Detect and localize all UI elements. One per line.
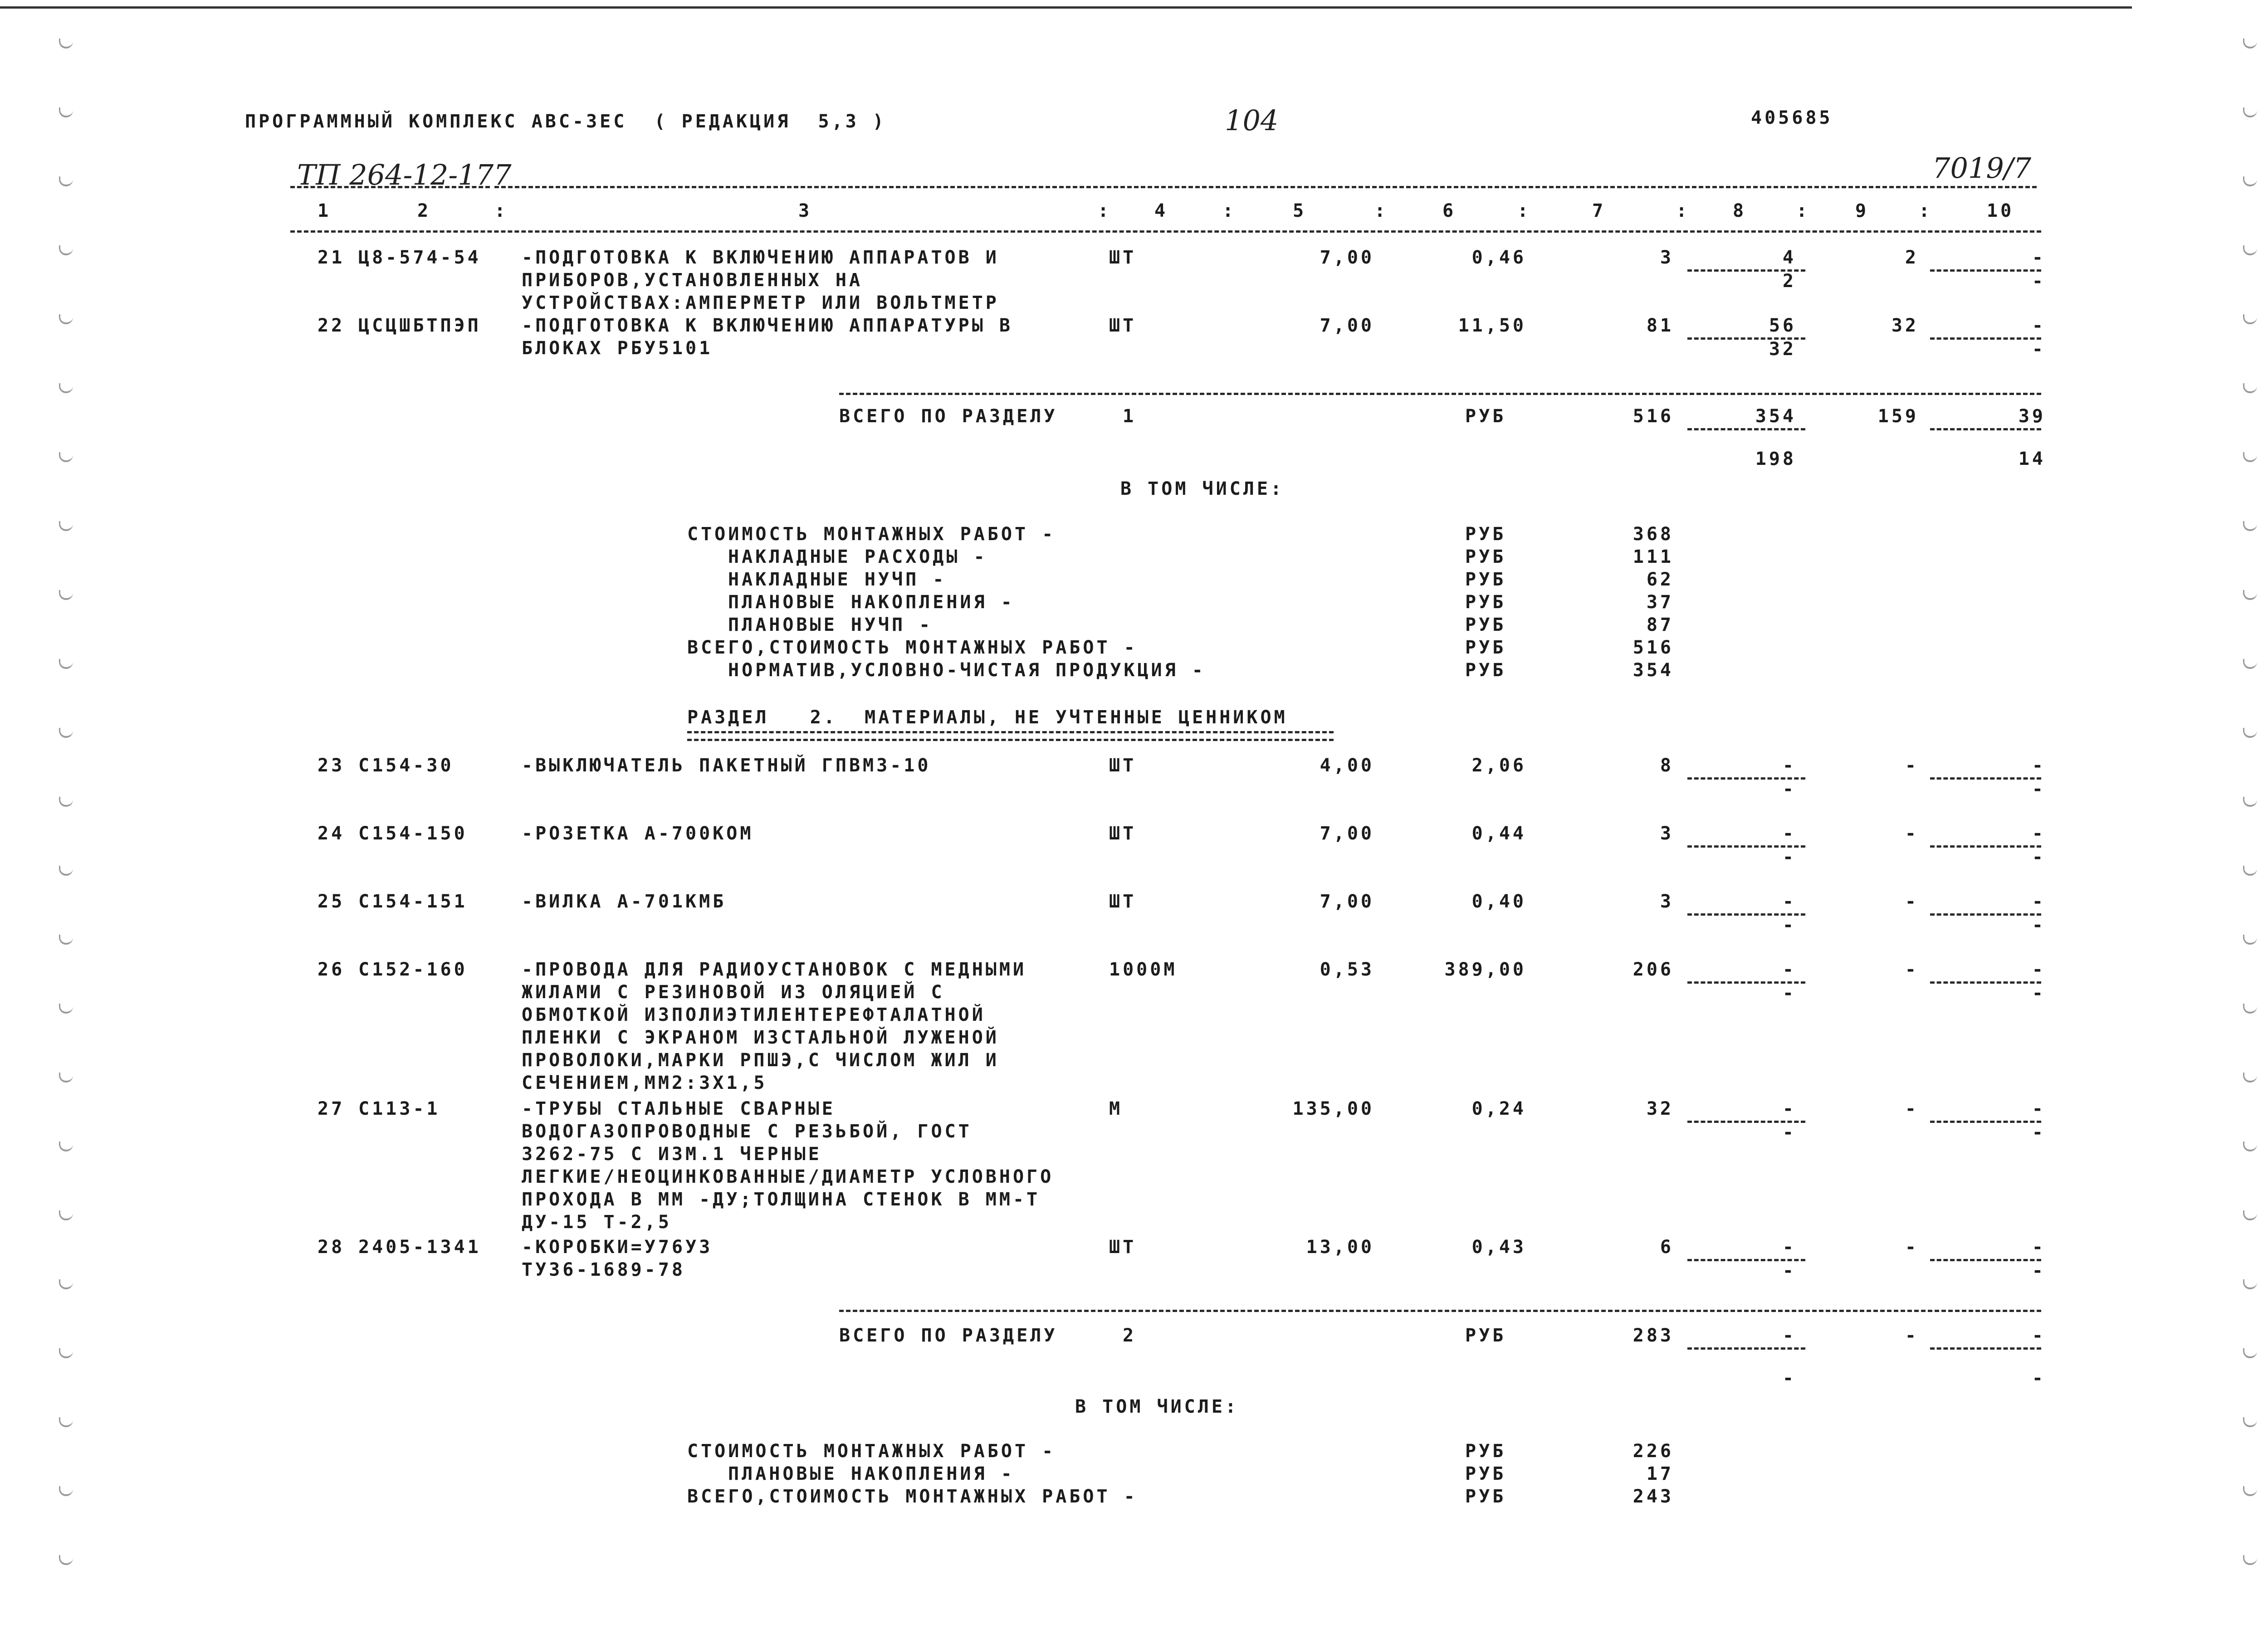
row-quantity: 4,00 [1320, 755, 1374, 776]
perforation-hole-icon [2243, 1210, 2257, 1220]
total-subline-col10 [1930, 1347, 2041, 1350]
row-quantity: 135,00 [1292, 1098, 1374, 1119]
breakdown-label: ПЛАНОВЫЕ НАКОПЛЕНИЯ - [728, 592, 1015, 613]
perforation-hole-icon [2243, 590, 2257, 600]
row-subline-col10 [1930, 1121, 2041, 1123]
perforation-hole-icon [59, 866, 73, 876]
perforation-hole-icon [2243, 866, 2257, 876]
row-col9: 2 [1905, 247, 1919, 268]
row-code: С154-30 [358, 755, 454, 776]
row-col8: - [1782, 959, 1796, 980]
perforation-hole-icon [59, 1073, 73, 1083]
row-description-line: ЛЕГКИЕ/НЕОЦИНКОВАННЫЕ/ДИАМЕТР УСЛОВНОГО [522, 1166, 1054, 1187]
row-col10-sub: - [2032, 779, 2046, 800]
perforation-hole-icon [59, 245, 73, 255]
column-separator: : [1517, 200, 1531, 221]
section-total-rule [839, 393, 2041, 395]
section-total-col8-sub: - [1782, 1368, 1796, 1389]
row-subline-col10 [1930, 269, 2041, 272]
row-unit: 1000М [1109, 959, 1178, 980]
row-description-line: ВОДОГАЗОПРОВОДНЫЕ С РЕЗЬБОЙ, ГОСТ [522, 1121, 972, 1142]
section-total-rule [839, 1310, 2041, 1312]
column-number-4: 4 [1154, 200, 1168, 221]
breakdown-value: 516 [1633, 637, 1674, 658]
row-col10-sub: - [2032, 271, 2046, 292]
perforation-hole-icon [2243, 935, 2257, 945]
row-col9: - [1905, 1237, 1919, 1258]
perforation-hole-icon [2243, 1486, 2257, 1496]
row-description-line: ОБМОТКОЙ ИЗПОЛИЭТИЛЕНТЕРЕФТАЛАТНОЙ [522, 1005, 986, 1025]
section-total-number: 2 [1123, 1325, 1137, 1346]
row-col9: - [1905, 1098, 1919, 1119]
column-separator: : [1919, 200, 1933, 221]
row-unit-price: 389,00 [1444, 959, 1526, 980]
breakdown-unit: РУБ [1465, 524, 1506, 545]
perforation-hole-icon [2243, 1141, 2257, 1151]
row-subline-col10 [1930, 845, 2041, 848]
breakdown-label: НАКЛАДНЫЕ РАСХОДЫ - [728, 546, 987, 567]
row-col10: - [2032, 823, 2046, 844]
row-total: 81 [1646, 315, 1674, 336]
program-header: ПРОГРАММНЫЙ КОМПЛЕКС АВС-3ЕС ( РЕДАКЦИЯ 5,3 ) [245, 111, 886, 132]
row-code: С154-151 [358, 891, 468, 912]
row-total: 3 [1660, 823, 1674, 844]
row-subline-col10 [1930, 337, 2041, 340]
perforation-hole-icon [2243, 107, 2257, 117]
row-unit: ШТ [1109, 1237, 1137, 1258]
perforation-hole-icon [59, 521, 73, 531]
including-heading: В ТОМ ЧИСЛЕ: [1075, 1396, 1239, 1417]
row-col8-sub: - [1782, 983, 1796, 1004]
row-col9: 32 [1891, 315, 1919, 336]
column-separator: : [1222, 200, 1237, 221]
breakdown-value: 354 [1633, 660, 1674, 681]
row-col8: - [1782, 891, 1796, 912]
perforation-hole-icon [2243, 452, 2257, 462]
row-code: С154-150 [358, 823, 468, 844]
row-description-line: ПРИБОРОВ,УСТАНОВЛЕННЫХ НА [522, 270, 863, 291]
header-rule [290, 186, 490, 188]
perforation-hole-icon [59, 107, 73, 117]
row-total: 206 [1633, 959, 1674, 980]
column-separator: : [1676, 200, 1690, 221]
row-description-line: -ВИЛКА А-701КМБ [522, 891, 727, 912]
row-col10: - [2032, 959, 2046, 980]
row-col8: - [1782, 1237, 1796, 1258]
document-code: 405685 [1751, 107, 1833, 128]
row-code: С113-1 [358, 1098, 440, 1119]
perforation-hole-icon [2243, 245, 2257, 255]
section-total-col8: 354 [1755, 406, 1796, 427]
breakdown-unit: РУБ [1465, 615, 1506, 635]
row-subline-col10 [1930, 913, 2041, 916]
perforation-hole-icon [2243, 1073, 2257, 1083]
row-description-line: -РОЗЕТКА А-700КОМ [522, 823, 754, 844]
perforation-hole-icon [59, 1004, 73, 1014]
section-total-number: 1 [1123, 406, 1137, 427]
row-col8: - [1782, 755, 1796, 776]
total-subline-col8 [1687, 1347, 1805, 1350]
row-description-line: ПРОХОДА В ММ -ДУ;ТОЛЩИНА СТЕНОК В ММ-Т [522, 1189, 1041, 1210]
section-total-col10-sub: 14 [2018, 449, 2046, 469]
breakdown-label: ВСЕГО,СТОИМОСТЬ МОНТАЖНЫХ РАБОТ - [687, 1486, 1138, 1507]
row-subline-col10 [1930, 1259, 2041, 1261]
row-quantity: 7,00 [1320, 315, 1374, 336]
row-quantity: 7,00 [1320, 823, 1374, 844]
column-number-6: 6 [1442, 200, 1457, 221]
row-description-line: -КОРОБКИ=У76У3 [522, 1237, 713, 1258]
column-number-10: 10 [1987, 200, 2014, 221]
total-subline-col10 [1930, 428, 2041, 430]
column-separator: : [1796, 200, 1810, 221]
row-col10: - [2032, 891, 2046, 912]
section-total-col7: 516 [1633, 406, 1674, 427]
perforation-hole-icon [2243, 1004, 2257, 1014]
row-col10: - [2032, 247, 2046, 268]
section-total-label: ВСЕГО ПО РАЗДЕЛУ [839, 1325, 1058, 1346]
perforation-hole-icon [2243, 797, 2257, 807]
total-subline-col8 [1687, 428, 1805, 430]
row-code: ЦСЦШБТПЭП [358, 315, 481, 336]
breakdown-value: 87 [1646, 615, 1674, 635]
perforation-hole-icon [59, 452, 73, 462]
breakdown-unit: РУБ [1465, 569, 1506, 590]
header-rule [494, 186, 2037, 188]
section-total-col8: - [1782, 1325, 1796, 1346]
breakdown-value: 243 [1633, 1486, 1674, 1507]
column-number-7: 7 [1592, 200, 1606, 221]
breakdown-unit: РУБ [1465, 546, 1506, 567]
perforation-hole-icon [59, 1141, 73, 1151]
top-edge-line [0, 6, 2132, 9]
column-number-5: 5 [1293, 200, 1307, 221]
row-col10-sub: - [2032, 1122, 2046, 1143]
perforation-hole-icon [59, 176, 73, 186]
perforation-hole-icon [59, 1417, 73, 1427]
perforation-hole-icon [59, 728, 73, 738]
column-number-8: 8 [1733, 200, 1747, 221]
including-heading: В ТОМ ЧИСЛЕ: [1120, 478, 1284, 499]
column-header-rule [290, 230, 2041, 233]
breakdown-label: ПЛАНОВЫЕ НУЧП - [728, 615, 933, 635]
row-description-line: -ВЫКЛЮЧАТЕЛЬ ПАКЕТНЫЙ ГПВМ3-10 [522, 755, 931, 776]
row-unit-price: 2,06 [1471, 755, 1526, 776]
row-col10: - [2032, 1237, 2046, 1258]
column-number-1: 1 [318, 200, 332, 221]
column-number-9: 9 [1855, 200, 1869, 221]
row-code: Ц8-574-54 [358, 247, 481, 268]
row-col8-sub: 2 [1782, 271, 1796, 292]
row-col10: - [2032, 755, 2046, 776]
row-description-line: ТУ36-1689-78 [522, 1259, 685, 1280]
row-col10-sub: - [2032, 847, 2046, 868]
perforation-hole-icon [59, 1210, 73, 1220]
breakdown-value: 17 [1646, 1463, 1674, 1484]
row-description-line: -ПОДГОТОВКА К ВКЛЮЧЕНИЮ АППАРАТОВ И [522, 247, 999, 268]
breakdown-label: ВСЕГО,СТОИМОСТЬ МОНТАЖНЫХ РАБОТ - [687, 637, 1138, 658]
row-description-line: ПЛЕНКИ С ЭКРАНОМ ИЗСТАЛЬНОЙ ЛУЖЕНОЙ [522, 1027, 999, 1048]
row-col10: - [2032, 1098, 2046, 1119]
column-number-2: 2 [417, 200, 431, 221]
row-quantity: 0,53 [1320, 959, 1374, 980]
row-col8: - [1782, 1098, 1796, 1119]
row-total: 8 [1660, 755, 1674, 776]
perforation-hole-icon [59, 1279, 73, 1289]
breakdown-value: 37 [1646, 592, 1674, 613]
row-description-line: СЕЧЕНИЕМ,ММ2:3Х1,5 [522, 1073, 767, 1093]
breakdown-label: НАКЛАДНЫЕ НУЧП - [728, 569, 947, 590]
row-subline-col10 [1930, 777, 2041, 780]
row-number: 23 [318, 755, 345, 776]
section-total-col9: - [1905, 1325, 1919, 1346]
perforation-hole-icon [2243, 176, 2257, 186]
row-quantity: 7,00 [1320, 247, 1374, 268]
section-total-unit: РУБ [1465, 1325, 1506, 1346]
perforation-hole-icon [2243, 1279, 2257, 1289]
section-total-label: ВСЕГО ПО РАЗДЕЛУ [839, 406, 1058, 427]
breakdown-label: НОРМАТИВ,УСЛОВНО-ЧИСТАЯ ПРОДУКЦИЯ - [728, 660, 1206, 681]
perforation-hole-icon [2243, 383, 2257, 393]
row-code: С152-160 [358, 959, 468, 980]
perforation-hole-icon [59, 935, 73, 945]
breakdown-value: 226 [1633, 1441, 1674, 1462]
breakdown-label: ПЛАНОВЫЕ НАКОПЛЕНИЯ - [728, 1463, 1015, 1484]
row-col10-sub: - [2032, 983, 2046, 1004]
breakdown-unit: РУБ [1465, 1486, 1506, 1507]
row-description-line: -ПОДГОТОВКА К ВКЛЮЧЕНИЮ АППАРАТУРЫ В [522, 315, 1013, 336]
row-col10: - [2032, 315, 2046, 336]
row-col8-sub: - [1782, 1260, 1796, 1281]
row-unit-price: 0,40 [1471, 891, 1526, 912]
row-unit: ШТ [1109, 315, 1137, 336]
row-unit-price: 0,24 [1471, 1098, 1526, 1119]
row-description-line: БЛОКАХ РБУ5101 [522, 338, 713, 359]
row-description-line: ЖИЛАМИ С РЕЗИНОВОЙ ИЗ ОЛЯЦИЕЙ С [522, 982, 945, 1003]
perforation-hole-icon [59, 1348, 73, 1358]
row-subline-col10 [1930, 981, 2041, 984]
sheet-number-handwritten: 7019/7 [1932, 151, 2032, 185]
perforation-hole-icon [59, 39, 73, 49]
tp-number-handwritten: ТП 264-12-177 [297, 158, 512, 191]
row-description-line: -ТРУБЫ СТАЛЬНЫЕ СВАРНЫЕ [522, 1098, 836, 1119]
breakdown-value: 368 [1633, 524, 1674, 545]
row-description-line: ДУ-15 Т-2,5 [522, 1212, 672, 1233]
page-number: 104 [1225, 104, 1279, 137]
perforation-hole-icon [59, 1486, 73, 1496]
section-total-col9: 159 [1877, 406, 1919, 427]
row-number: 27 [318, 1098, 345, 1119]
perforation-hole-icon [59, 590, 73, 600]
column-separator: : [494, 200, 508, 221]
row-unit: ШТ [1109, 755, 1137, 776]
row-description-line: 3262-75 С ИЗМ.1 ЧЕРНЫЕ [522, 1144, 822, 1165]
perforation-hole-icon [59, 1555, 73, 1565]
perforation-hole-icon [2243, 314, 2257, 324]
section2-title: РАЗДЕЛ 2. МАТЕРИАЛЫ, НЕ УЧТЕННЫЕ ЦЕННИКОМ [687, 707, 1288, 728]
row-total: 6 [1660, 1237, 1674, 1258]
row-col10-sub: - [2032, 339, 2046, 360]
row-col9: - [1905, 823, 1919, 844]
section-total-col7: 283 [1633, 1325, 1674, 1346]
section-total-unit: РУБ [1465, 406, 1506, 427]
perforation-hole-icon [59, 797, 73, 807]
row-unit: ШТ [1109, 823, 1137, 844]
row-number: 25 [318, 891, 345, 912]
row-total: 3 [1660, 247, 1674, 268]
row-number: 24 [318, 823, 345, 844]
row-description-line: УСТРОЙСТВАХ:АМПЕРМЕТР ИЛИ ВОЛЬТМЕТР [522, 293, 999, 313]
row-number: 28 [318, 1237, 345, 1258]
row-col8: - [1782, 823, 1796, 844]
perforation-hole-icon [2243, 39, 2257, 49]
perforation-hole-icon [59, 383, 73, 393]
section-total-col8-sub: 198 [1755, 449, 1796, 469]
breakdown-unit: РУБ [1465, 660, 1506, 681]
section-total-col10-sub: - [2032, 1368, 2046, 1389]
perforation-hole-icon [2243, 728, 2257, 738]
breakdown-unit: РУБ [1465, 637, 1506, 658]
row-col9: - [1905, 959, 1919, 980]
breakdown-label: СТОИМОСТЬ МОНТАЖНЫХ РАБОТ - [687, 1441, 1056, 1462]
section-total-col10: 39 [2018, 406, 2046, 427]
breakdown-value: 111 [1633, 546, 1674, 567]
breakdown-unit: РУБ [1465, 1441, 1506, 1462]
section-total-col10: - [2032, 1325, 2046, 1346]
row-number: 22 [318, 315, 345, 336]
row-col8-sub: - [1782, 779, 1796, 800]
row-unit: М [1109, 1098, 1123, 1119]
row-code: 2405-1341 [358, 1237, 481, 1258]
breakdown-unit: РУБ [1465, 592, 1506, 613]
row-col9: - [1905, 891, 1919, 912]
perforation-hole-icon [2243, 1555, 2257, 1565]
column-separator: : [1374, 200, 1388, 221]
row-col8: 56 [1769, 315, 1796, 336]
row-col8-sub: 32 [1769, 339, 1796, 360]
perforation-hole-icon [2243, 1417, 2257, 1427]
row-total: 32 [1646, 1098, 1674, 1119]
section-title-double-rule [687, 731, 1334, 741]
row-quantity: 7,00 [1320, 891, 1374, 912]
row-description-line: ПРОВОЛОКИ,МАРКИ РПШЭ,С ЧИСЛОМ ЖИЛ И [522, 1050, 999, 1071]
row-quantity: 13,00 [1306, 1237, 1374, 1258]
row-unit-price: 0,43 [1471, 1237, 1526, 1258]
perforation-hole-icon [59, 314, 73, 324]
row-total: 3 [1660, 891, 1674, 912]
row-col10-sub: - [2032, 1260, 2046, 1281]
breakdown-unit: РУБ [1465, 1463, 1506, 1484]
row-unit-price: 11,50 [1458, 315, 1526, 336]
column-number-3: 3 [798, 200, 812, 221]
row-unit-price: 0,46 [1471, 247, 1526, 268]
row-description-line: -ПРОВОДА ДЛЯ РАДИОУСТАНОВОК С МЕДНЫМИ [522, 959, 1027, 980]
breakdown-label: СТОИМОСТЬ МОНТАЖНЫХ РАБОТ - [687, 524, 1056, 545]
row-number: 26 [318, 959, 345, 980]
row-col8-sub: - [1782, 847, 1796, 868]
row-unit-price: 0,44 [1471, 823, 1526, 844]
perforation-hole-icon [2243, 521, 2257, 531]
row-number: 21 [318, 247, 345, 268]
perforation-hole-icon [2243, 659, 2257, 669]
row-unit: ШТ [1109, 247, 1137, 268]
row-col8: 4 [1782, 247, 1796, 268]
row-col8-sub: - [1782, 915, 1796, 936]
row-col10-sub: - [2032, 915, 2046, 936]
breakdown-value: 62 [1646, 569, 1674, 590]
perforation-hole-icon [59, 659, 73, 669]
row-col8-sub: - [1782, 1122, 1796, 1143]
row-col9: - [1905, 755, 1919, 776]
perforation-hole-icon [2243, 1348, 2257, 1358]
column-separator: : [1098, 200, 1112, 221]
row-unit: ШТ [1109, 891, 1137, 912]
